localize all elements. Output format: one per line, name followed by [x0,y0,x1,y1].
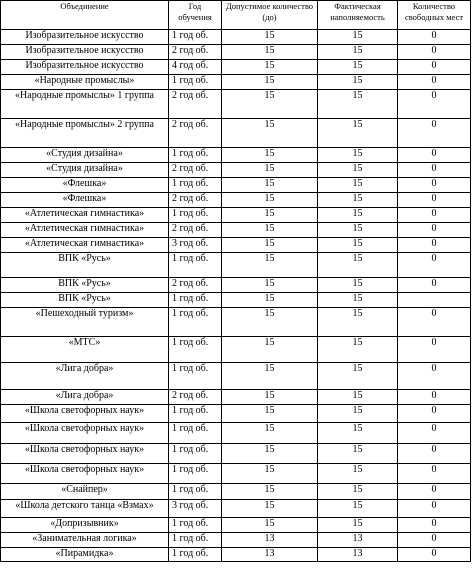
cell-allowed: 13 [222,548,318,562]
cell-free: 0 [398,208,471,223]
table-row [1,193,471,208]
header-year: Год обучения [169,1,222,30]
cell-year: 2 год об. [169,390,222,405]
table-row [1,278,471,293]
header-row [1,1,471,30]
cell-name: «Атлетическая гимнастика» [1,238,169,253]
cell-name: «Народные промыслы» 1 группа [1,90,169,119]
cell-free: 0 [398,223,471,238]
cell-year: 1 год об. [169,75,222,90]
cell-allowed: 15 [222,337,318,363]
cell-allowed: 15 [222,75,318,90]
cell-allowed: 15 [222,45,318,60]
cell-free: 0 [398,238,471,253]
cell-actual: 15 [318,223,398,238]
cell-allowed: 15 [222,390,318,405]
cell-year: 2 год об. [169,278,222,293]
cell-allowed: 15 [222,223,318,238]
header-name: Объединение [1,1,169,30]
cell-allowed: 15 [222,178,318,193]
cell-name: «Пешеходный туризм» [1,308,169,337]
cell-year: 1 год об. [169,148,222,163]
cell-name: «Занимательная логика» [1,533,169,548]
cell-allowed: 15 [222,423,318,444]
cell-year: 2 год об. [169,163,222,178]
table-row [1,363,471,390]
cell-name: «Школа светофорных наук» [1,405,169,423]
cell-name: «Народные промыслы» [1,75,169,90]
cell-free: 0 [398,45,471,60]
table-row [1,75,471,90]
table-row [1,390,471,405]
cell-year: 1 год об. [169,548,222,562]
cell-name: «Снайпер» [1,484,169,500]
cell-actual: 15 [318,293,398,308]
cell-year: 1 год об. [169,208,222,223]
header-allowed: Допустимое количество (до) [222,1,318,30]
cell-allowed: 15 [222,363,318,390]
cell-actual: 15 [318,119,398,148]
cell-allowed: 15 [222,500,318,518]
cell-name: «Школа светофорных наук» [1,423,169,444]
cell-free: 0 [398,533,471,548]
cell-allowed: 15 [222,518,318,533]
table-row [1,45,471,60]
cell-name: «Школа детского танца «Взмах» [1,500,169,518]
cell-actual: 15 [318,308,398,337]
cell-free: 0 [398,178,471,193]
cell-actual: 15 [318,423,398,444]
cell-allowed: 15 [222,148,318,163]
cell-year: 1 год об. [169,444,222,464]
cell-year: 1 год об. [169,405,222,423]
cell-actual: 15 [318,193,398,208]
cell-free: 0 [398,193,471,208]
cell-allowed: 15 [222,308,318,337]
table-row [1,444,471,464]
header-free: Количество свободных мест [398,1,471,30]
table-body [1,30,471,562]
cell-year: 1 год об. [169,464,222,484]
table-row [1,163,471,178]
table-row [1,533,471,548]
cell-free: 0 [398,60,471,75]
cell-allowed: 15 [222,60,318,75]
cell-allowed: 15 [222,405,318,423]
table-row [1,500,471,518]
cell-name: «Школа светофорных наук» [1,444,169,464]
table-row [1,518,471,533]
cell-allowed: 15 [222,464,318,484]
cell-allowed: 15 [222,90,318,119]
cell-name: Изобразительное искусство [1,30,169,45]
cell-year: 1 год об. [169,30,222,45]
cell-free: 0 [398,548,471,562]
cell-year: 1 год об. [169,253,222,278]
table-row [1,30,471,45]
cell-actual: 15 [318,464,398,484]
cell-free: 0 [398,308,471,337]
cell-free: 0 [398,444,471,464]
cell-year: 1 год об. [169,178,222,193]
table-row [1,548,471,562]
cell-year: 1 год об. [169,423,222,444]
cell-allowed: 15 [222,163,318,178]
cell-allowed: 15 [222,278,318,293]
cell-actual: 15 [318,163,398,178]
cell-name: «Студия дизайна» [1,163,169,178]
cell-actual: 15 [318,278,398,293]
cell-free [398,293,471,308]
cell-allowed: 15 [222,119,318,148]
cell-name: «Школа светофорных наук» [1,464,169,484]
cell-free: 0 [398,484,471,500]
cell-actual: 15 [318,518,398,533]
cell-year: 4 год об. [169,60,222,75]
cell-actual: 15 [318,484,398,500]
cell-free: 0 [398,30,471,45]
cell-year: 3 год об. [169,500,222,518]
cell-allowed: 15 [222,238,318,253]
cell-year: 1 год об. [169,293,222,308]
cell-actual: 15 [318,337,398,363]
cell-year: 1 год об. [169,484,222,500]
table-row [1,90,471,119]
cell-actual: 15 [318,444,398,464]
cell-free: 0 [398,278,471,293]
cell-name: «Пирамидка» [1,548,169,562]
cell-year: 2 год об. [169,45,222,60]
cell-year: 1 год об. [169,363,222,390]
cell-year: 3 год об. [169,238,222,253]
table-row [1,308,471,337]
cell-free: 0 [398,464,471,484]
cell-actual: 15 [318,30,398,45]
table-row [1,253,471,278]
cell-year: 2 год об. [169,193,222,208]
table-row [1,178,471,193]
cell-free: 0 [398,518,471,533]
cell-actual: 15 [318,405,398,423]
table-row [1,293,471,308]
cell-allowed: 13 [222,533,318,548]
cell-actual: 15 [318,45,398,60]
cell-name: «Народные промыслы» 2 группа [1,119,169,148]
table-row [1,337,471,363]
table-row [1,464,471,484]
cell-actual: 15 [318,238,398,253]
cell-free: 0 [398,75,471,90]
table-row [1,238,471,253]
cell-actual: 15 [318,208,398,223]
cell-allowed: 15 [222,30,318,45]
table-row [1,423,471,444]
cell-allowed: 15 [222,253,318,278]
table-row [1,119,471,148]
cell-free: 0 [398,148,471,163]
cell-name: Изобразительное искусство [1,45,169,60]
cell-year: 2 год об. [169,223,222,238]
table-row [1,223,471,238]
cell-year: 1 год об. [169,337,222,363]
table-row [1,484,471,500]
cell-name: «Лига добра» [1,390,169,405]
cell-free: 0 [398,423,471,444]
cell-actual: 15 [318,90,398,119]
cell-year: 1 год об. [169,308,222,337]
cell-year: 1 год об. [169,518,222,533]
cell-free: 0 [398,119,471,148]
cell-allowed: 15 [222,208,318,223]
cell-name: «Лига добра» [1,363,169,390]
cell-name: «Допризывник» [1,518,169,533]
cell-year: 2 год об. [169,90,222,119]
cell-name: «Атлетическая гимнастика» [1,223,169,238]
cell-actual: 13 [318,533,398,548]
cell-name: «Атлетическая гимнастика» [1,208,169,223]
cell-free: 0 [398,253,471,278]
cell-free: 0 [398,405,471,423]
cell-free: 0 [398,163,471,178]
cell-actual: 15 [318,363,398,390]
cell-free: 0 [398,363,471,390]
cell-actual: 15 [318,60,398,75]
cell-allowed: 15 [222,484,318,500]
cell-name: «МТС» [1,337,169,363]
cell-name: ВПК «Русь» [1,278,169,293]
cell-actual: 15 [318,178,398,193]
cell-actual: 15 [318,75,398,90]
cell-allowed: 15 [222,293,318,308]
cell-allowed: 15 [222,444,318,464]
cell-actual: 15 [318,148,398,163]
table-row [1,405,471,423]
cell-actual: 15 [318,500,398,518]
cell-actual: 15 [318,390,398,405]
header-actual: Фактическая наполняемость [318,1,398,30]
table-row [1,60,471,75]
cell-name: «Флешка» [1,193,169,208]
cell-allowed: 15 [222,193,318,208]
cell-year: 1 год об. [169,533,222,548]
cell-name: Изобразительное искусство [1,60,169,75]
cell-name: «Студия дизайна» [1,148,169,163]
cell-actual: 13 [318,548,398,562]
cell-year: 2 год об. [169,119,222,148]
table-row [1,148,471,163]
cell-actual: 15 [318,253,398,278]
cell-free: 0 [398,337,471,363]
cell-free: 0 [398,90,471,119]
cell-name: ВПК «Русь» [1,293,169,308]
cell-name: ВПК «Русь» [1,253,169,278]
cell-free: 0 [398,390,471,405]
table-row [1,208,471,223]
cell-free: 0 [398,500,471,518]
cell-name: «Флешка» [1,178,169,193]
